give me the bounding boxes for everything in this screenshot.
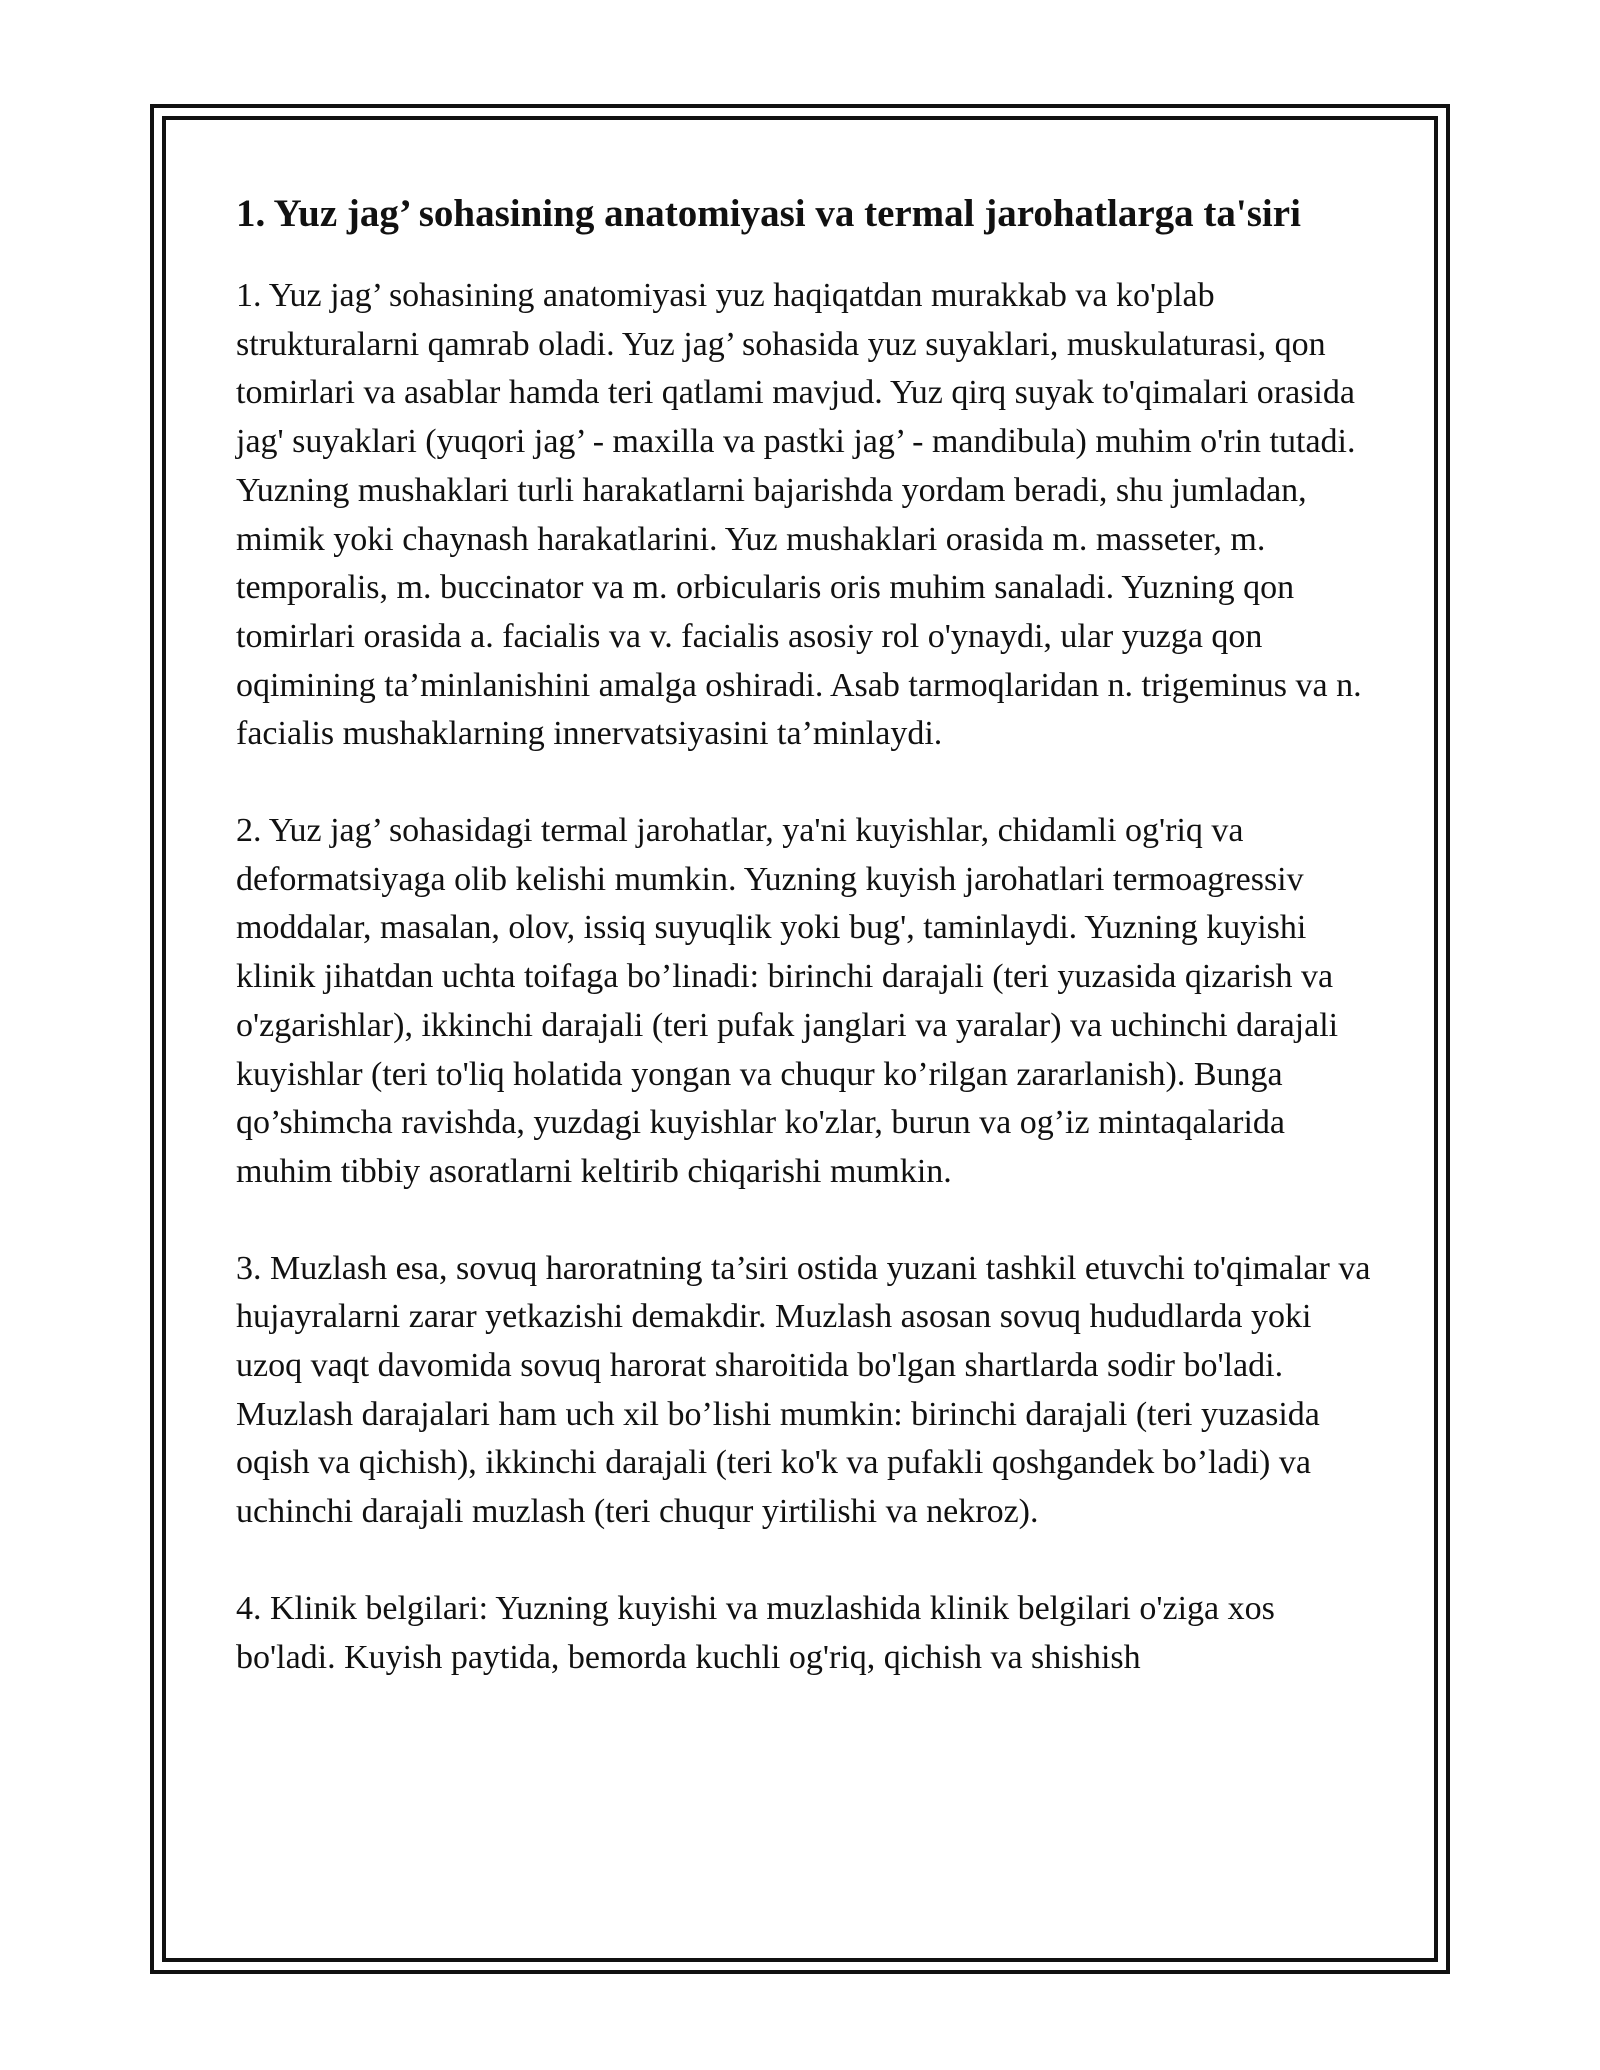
section-heading: 1. Yuz jag’ sohasining anatomiyasi va termal jarohatlarga ta'siri [236,192,1301,235]
paragraph-burns: 2. Yuz jag’ sohasidagi termal jarohatlar, ya'ni kuyishlar, chidamli og'riq va deformatsiyaga olib kelishi mumkin. Yuzning kuyish jarohatlari termoagressiv moddalar, masalan, olov, issiq suyuqlik yoki bug', taminlaydi. Yuzning kuyishi klinik jihatdan uchta toifaga bo’linadi: birinchi darajali (teri yuzasida qizarish va o'zgarishlar), ikkinchi darajali (teri pufak janglari va yaralar) va uchinchi darajali kuyishlar (teri to'liq holatida yongan va chuqur ko’rilgan zararlanish). Bunga qo’shimcha ravishda, yuzdagi kuyishlar ko'zlar, burun va og’iz mintaqalarida muhim tibbiy asoratlarni keltirib chiqarishi mumkin. [236,812,1339,1190]
document-body [236,186,1376,1730]
paragraph-frostbite: 3. Muzlash esa, sovuq haroratning ta’siri ostida yuzani tashkil etuvchi to'qimalar va hujayralarni zarar yetkazishi demakdir. Muzlash asosan sovuq hududlarda yoki uzoq vaqt davomida sovuq harorat sharoitida bo'lgan shartlarda sodir bo'ladi. Muzlash darajalari ham uch xil bo’lishi mumkin: birinchi darajali (teri yuzasida oqish va qichish), ikkinchi darajali (teri ko'k va pufakli qoshgandek bo’ladi) va uchinchi darajali muzlash (teri chuqur yirtilishi va nekroz). [236,1249,1371,1531]
paragraph-clinical-signs: 4. Klinik belgilari: Yuzning kuyishi va muzlashida klinik belgilari o'ziga xos bo'ladi. Kuyish paytida, bemorda kuchli og'riq, qichish va shishish [236,1589,1275,1676]
paragraph-anatomy: 1. Yuz jag’ sohasining anatomiyasi yuz haqiqatdan murakkab va ko'plab strukturalarni qamrab oladi. Yuz jag’ sohasida yuz suyaklari, muskulaturasi, qon tomirlari va asablar hamda teri qatlami mavjud. Yuz qirq suyak to'qimalari orasida jag' suyaklari (yuqori jag’ - maxilla va pastki jag’ - mandibula) muhim o'rin tutadi. Yuzning mushaklari turli harakatlarni bajarishda yordam beradi, shu jumladan, mimik yoki chaynash harakatlarini. Yuz mushaklari orasida m. masseter, m. temporalis, m. buccinator va m. orbicularis oris muhim sanaladi. Yuzning qon tomirlari orasida a. facialis va v. facialis asosiy rol o'ynaydi, ular yuzga qon oqimining ta’minlanishini amalga oshiradi. Asab tarmoqlaridan n. trigeminus va n. facialis mushaklarning innervatsiyasini ta’minlaydi. [236,277,1362,753]
